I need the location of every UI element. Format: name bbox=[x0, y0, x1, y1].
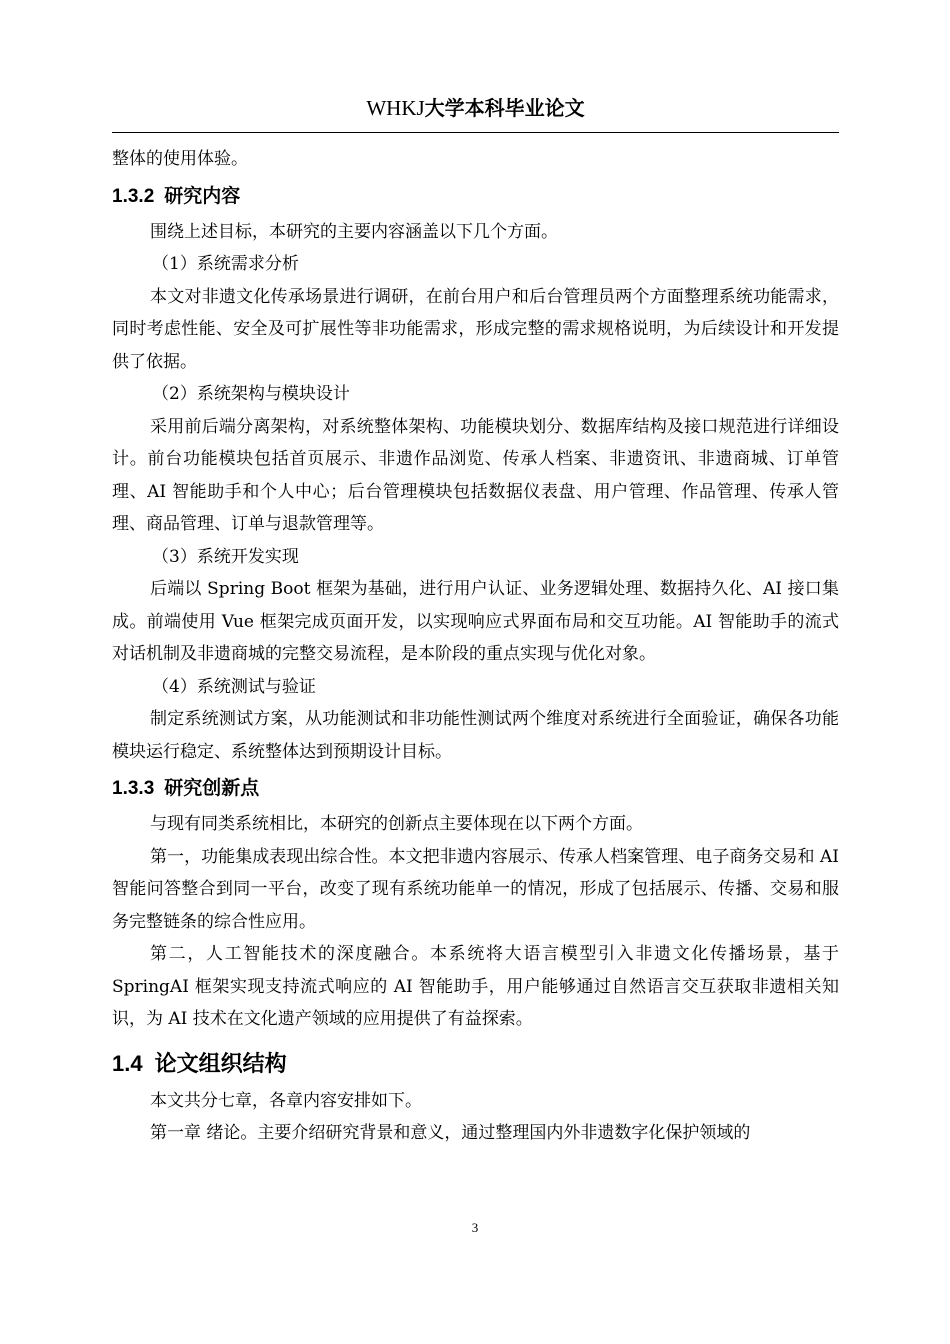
page-body bbox=[112, 143, 839, 1150]
section-title: 研究内容 bbox=[164, 184, 241, 207]
paragraph: 第二，人工智能技术的深度融合。本系统将大语言模型引入非遗文化传播场景，基于 SpringAI 框架实现支持流式响应的 AI 智能助手，用户能够通过自然语言交互获取非遗相关知识，为 AI 技术在文化遗产领域的应用提供了有益探索。 bbox=[112, 944, 839, 1029]
paragraph: 本文共分七章，各章内容安排如下。 bbox=[150, 1090, 422, 1111]
list-item-heading: （4）系统测试与验证 bbox=[152, 676, 316, 697]
paragraph: 围绕上述目标，本研究的主要内容涵盖以下几个方面。 bbox=[150, 221, 558, 242]
list-item-heading: （2）系统架构与模块设计 bbox=[152, 384, 350, 404]
section-number: 1.3.2 bbox=[112, 185, 155, 207]
paragraph: 与现有同类系统相比，本研究的创新点主要体现在以下两个方面。 bbox=[150, 814, 643, 834]
paragraph: 第一，功能集成表现出综合性。本文把非遗内容展示、传承人档案管理、电子商务交易和 AI 智能问答整合到同一平台，改变了现有系统功能单一的情况，形成了包括展示、传播、交易和服务完整链条的综合性应用。 bbox=[112, 846, 839, 932]
section-number: 1.4 bbox=[112, 1050, 143, 1076]
section-heading-1-3-2 bbox=[112, 176, 839, 216]
paragraph: 后端以 Spring Boot 框架为基础，进行用户认证、业务逻辑处理、数据持久化、AI 接口集成。前端使用 Vue 框架完成页面开发，以实现响应式界面布局和交互功能。AI 智能助手的流式对话机制及非遗商城的完整交易流程，是本阶段的重点实现与优化对象。 bbox=[112, 579, 839, 664]
header-rule bbox=[112, 132, 839, 133]
section-heading-1-4 bbox=[112, 1036, 839, 1085]
paragraph-continuation: 整体的使用体验。 bbox=[112, 149, 248, 169]
running-header bbox=[112, 92, 839, 121]
paragraph: 本文对非遗文化传承场景进行调研，在前台用户和后台管理员两个方面整理系统功能需求，同时考虑性能、安全及可扩展性等非功能需求，形成完整的需求规格说明，为后续设计和开发提供了依据。 bbox=[112, 286, 839, 372]
paragraph: 第一章 绪论。主要介绍研究背景和意义，通过整理国内外非遗数字化保护领域的 bbox=[150, 1123, 751, 1143]
list-item-heading: （1）系统需求分析 bbox=[152, 254, 299, 274]
page-number: 3 bbox=[471, 1220, 479, 1235]
section-number: 1.3.3 bbox=[112, 778, 155, 799]
paragraph: 制定系统测试方案，从功能测试和非功能性测试两个维度对系统进行全面验证，确保各功能模块运行稳定、系统整体达到预期设计目标。 bbox=[112, 709, 839, 762]
section-heading-1-3-3 bbox=[112, 768, 839, 808]
section-title: 论文组织结构 bbox=[154, 1051, 287, 1077]
header-title: 大学本科毕业论文 bbox=[424, 96, 585, 120]
header-school-code: WHKJ bbox=[366, 96, 425, 120]
paragraph: 采用前后端分离架构，对系统整体架构、功能模块划分、数据库结构及接口规范进行详细设计。前台功能模块包括首页展示、非遗作品浏览、传承人档案、非遗资讯、非遗商城、订单管理、AI 智能助手和个人中心；后台管理模块包括数据仪表盘、用户管理、作品管理、传承人管理、商品管理、订单与退款管理等。 bbox=[112, 416, 839, 534]
section-title: 研究创新点 bbox=[164, 777, 260, 799]
list-item-heading: （3）系统开发实现 bbox=[152, 546, 299, 567]
